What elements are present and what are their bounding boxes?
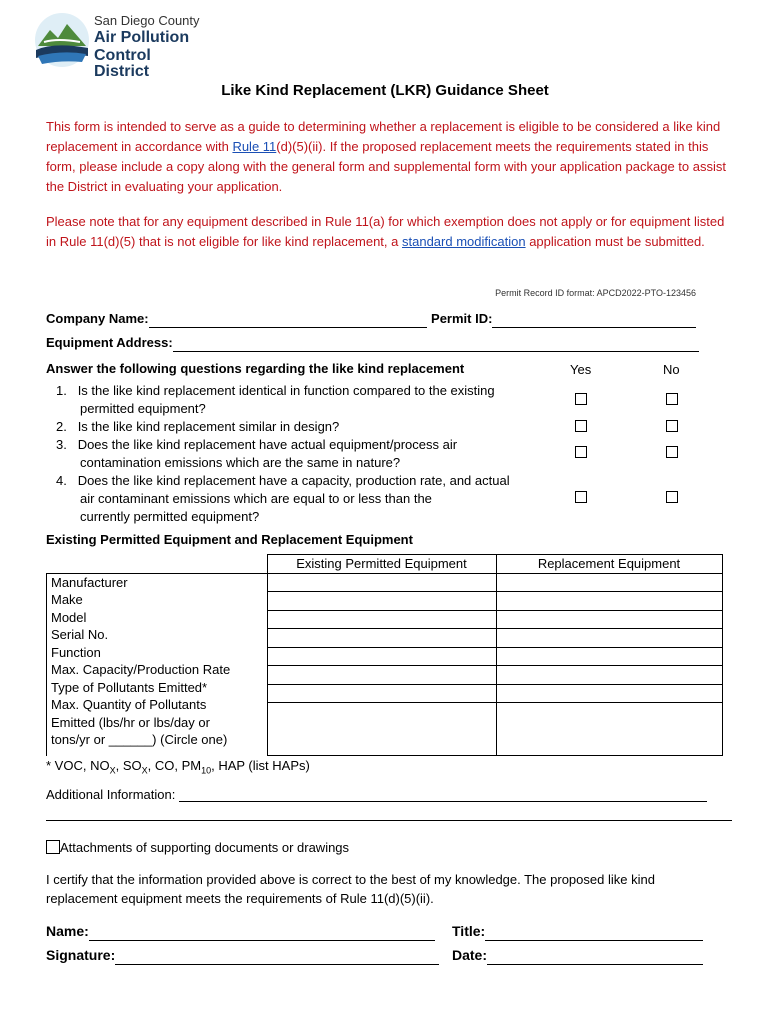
q4-no-checkbox[interactable] [666,491,678,503]
standard-modification-link[interactable]: standard modification [402,234,526,249]
table-row-label: Manufacturer Make Model Serial No. Function Max. Capacity/Production Rate Type of Pollutants Emitted* Max. Quantity of Pollutants Emitted (lbs/hr or lbs/day or tons/yr or ______) (Circle one) [47,573,268,756]
attachments-checkbox[interactable] [46,840,60,854]
pollutant-footnote: * VOC, $NO_X$, $SO_X$, CO, $PM_{10}$, HAP (list HAPs) [46,758,310,776]
q1-no-checkbox[interactable] [666,393,678,405]
equipment-address-row [46,334,702,352]
title-label: Title: [452,923,486,939]
questions-heading: Answer the following questions regarding the like kind replacement [46,361,465,376]
page-title: Like Kind Replacement (LKR) Guidance Sheet [221,82,549,99]
replacement-equipment-cells[interactable] [496,573,722,756]
q2-yes-checkbox[interactable] [575,420,587,432]
permit-id-label: Permit ID: [431,311,493,326]
question-3: 3. Does the like kind replacement have actual equipment/process air contamination emissions which are the same in nature? [56,437,458,470]
name-row [46,923,435,941]
company-name-field[interactable] [149,314,427,328]
additional-info-row [46,787,707,802]
signature-field[interactable] [115,949,439,965]
question-4: 4. Does the like kind replacement have a capacity, production rate, and actual air contaminant emissions which are equal to or less than the currently permitted equipment? [56,473,510,524]
logo-emblem-icon [34,12,90,68]
certification-statement: I certify that the information provided above is correct to the best of my knowledge. The proposed like kind replacement equipment meets the requirements of Rule 11(d)(5)(ii). [46,872,655,906]
signature-label: Signature: [46,947,116,963]
q2-no-checkbox[interactable] [666,420,678,432]
title-row [452,923,703,941]
name-field[interactable] [89,925,435,941]
additional-info-line-2[interactable] [46,820,732,821]
q1-yes-checkbox[interactable] [575,393,587,405]
company-permit-row [46,310,702,328]
intro-paragraph-1: This form is intended to serve as a guide to determining whether a replacement is eligible to be considered a like kind replacement in accordance with Rule 11(d)(5)(ii). If the proposed replacement meets the requirements stated in this form, please include a copy along with the general form and supplemental form with your application package to assist the District in evaluating your application. [46,119,726,194]
no-column-label: No [663,362,680,377]
equipment-table [46,554,723,756]
q4-yes-checkbox[interactable] [575,491,587,503]
question-1: 1. Is the like kind replacement identical in function compared to the existing permitted equipment? [56,383,495,416]
attachments-label: Attachments of supporting documents or drawings [60,840,350,855]
permit-format-note: Permit Record ID format: APCD2022-PTO-123456 [495,288,696,298]
permit-id-field[interactable] [492,314,696,328]
company-name-label: Company Name: [46,311,149,326]
logo-line-3: Control District [94,47,151,80]
rule-11-link[interactable]: Rule 11 [232,139,277,154]
attachments-row [46,840,349,855]
additional-info-field[interactable] [179,788,707,802]
equipment-table-heading: Existing Permitted Equipment and Replacement Equipment [46,532,413,547]
intro-paragraph-2: Please note that for any equipment described in Rule 11(a) for which exemption does not apply or for equipment listed in Rule 11(d)(5) that is not eligible for like kind replacement, a standard modification application must be submitted. [46,214,725,249]
col-existing-header: Existing Permitted Equipment [267,555,496,574]
additional-info-label: Additional Information: [46,787,176,802]
logo-line-1: San Diego County [94,13,200,28]
signature-row [46,947,439,965]
equipment-table-wrap [46,554,723,756]
question-2: 2. Is the like kind replacement similar in design? [56,419,340,434]
q3-no-checkbox[interactable] [666,446,678,458]
name-label: Name: [46,923,89,939]
equipment-address-field[interactable] [173,338,699,352]
district-logo [34,12,204,80]
logo-line-2: Air Pollution [94,29,190,46]
date-row [452,947,703,965]
yes-column-label: Yes [570,362,592,377]
equipment-address-label: Equipment Address: [46,335,173,350]
title-field[interactable] [485,925,703,941]
col-replacement-header: Replacement Equipment [496,555,722,574]
date-field[interactable] [487,949,703,965]
date-label: Date: [452,947,488,963]
q3-yes-checkbox[interactable] [575,446,587,458]
existing-equipment-cells[interactable] [267,573,496,756]
